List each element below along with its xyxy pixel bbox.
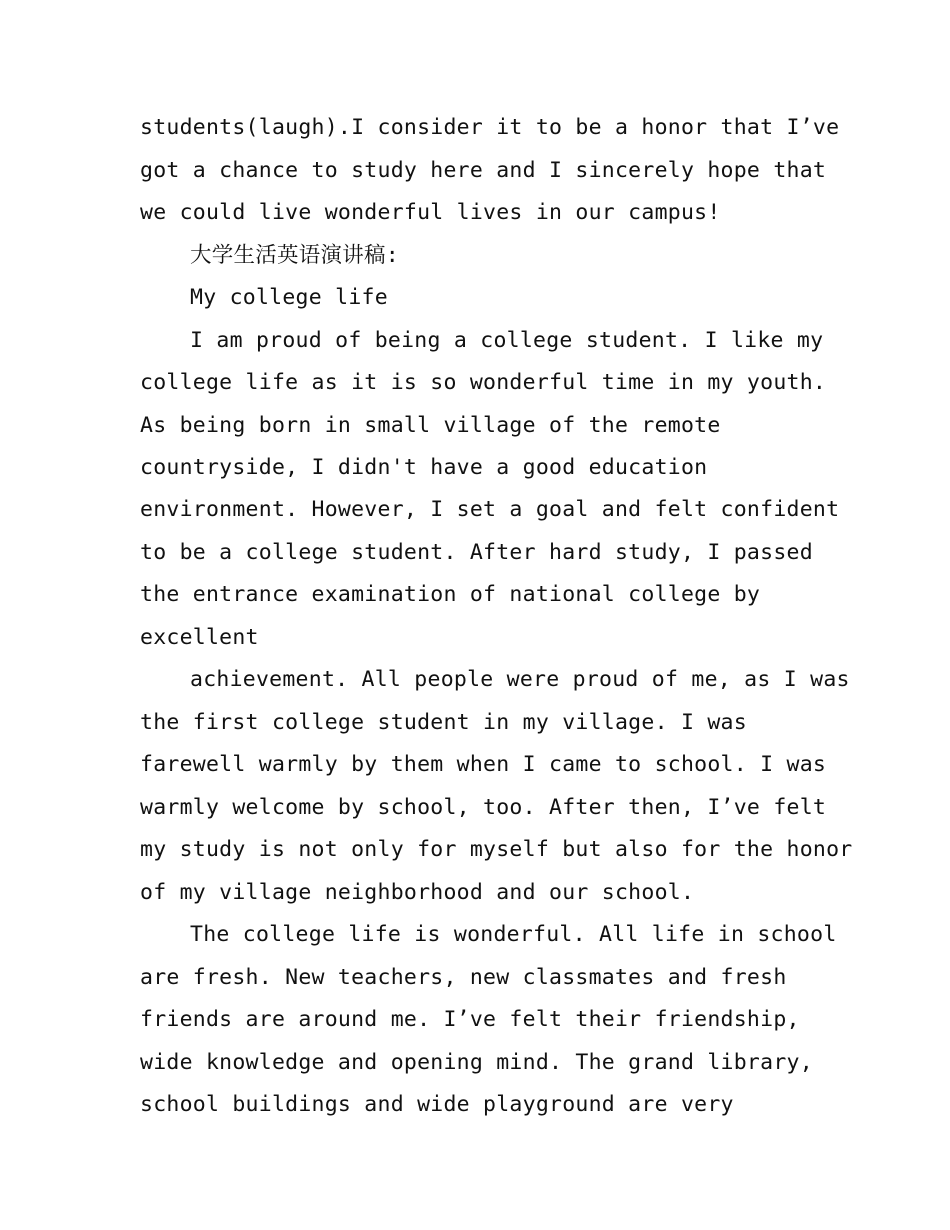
section-heading: 大学生活英语演讲稿: [190,243,399,268]
text-line: the first college student in my village. I was [140,710,747,735]
text-line: achievement. All people were proud of me, as I was [190,667,850,692]
text-line: warmly welcome by school, too. After then, I’ve felt [140,795,827,820]
text-line: countryside, I didn't have a good education [140,455,708,480]
text-line: my study is not only for myself but also for the honor [140,837,853,862]
text-line: wide knowledge and opening mind. The grand library, [140,1050,813,1075]
text-line: got a chance to study here and I sincerely hope that [140,158,827,183]
text-line: college life as it is so wonderful time in my youth. [140,370,827,395]
text-line: of my village neighborhood and our school. [140,880,695,905]
text-line: I am proud of being a college student. I like my [190,328,824,353]
text-line: excellent [140,625,259,650]
text-line: friends are around me. I’ve felt their friendship, [140,1007,800,1032]
text-line: As being born in small village of the remote [140,413,721,438]
text-line: The college life is wonderful. All life in school [190,922,837,947]
text-line: we could live wonderful lives in our campus! [140,200,721,225]
text-line: are fresh. New teachers, new classmates and fresh [140,965,787,990]
text-line: to be a college student. After hard study, I passed [140,540,813,565]
speech-title: My college life [190,285,388,310]
text-line: school buildings and wide playground are very [140,1092,734,1117]
text-line: the entrance examination of national college by [140,582,761,607]
text-line: environment. However, I set a goal and felt confident [140,497,840,522]
text-line: students(laugh).I consider it to be a honor that I’ve [140,115,840,140]
text-line: farewell warmly by them when I came to school. I was [140,752,827,777]
